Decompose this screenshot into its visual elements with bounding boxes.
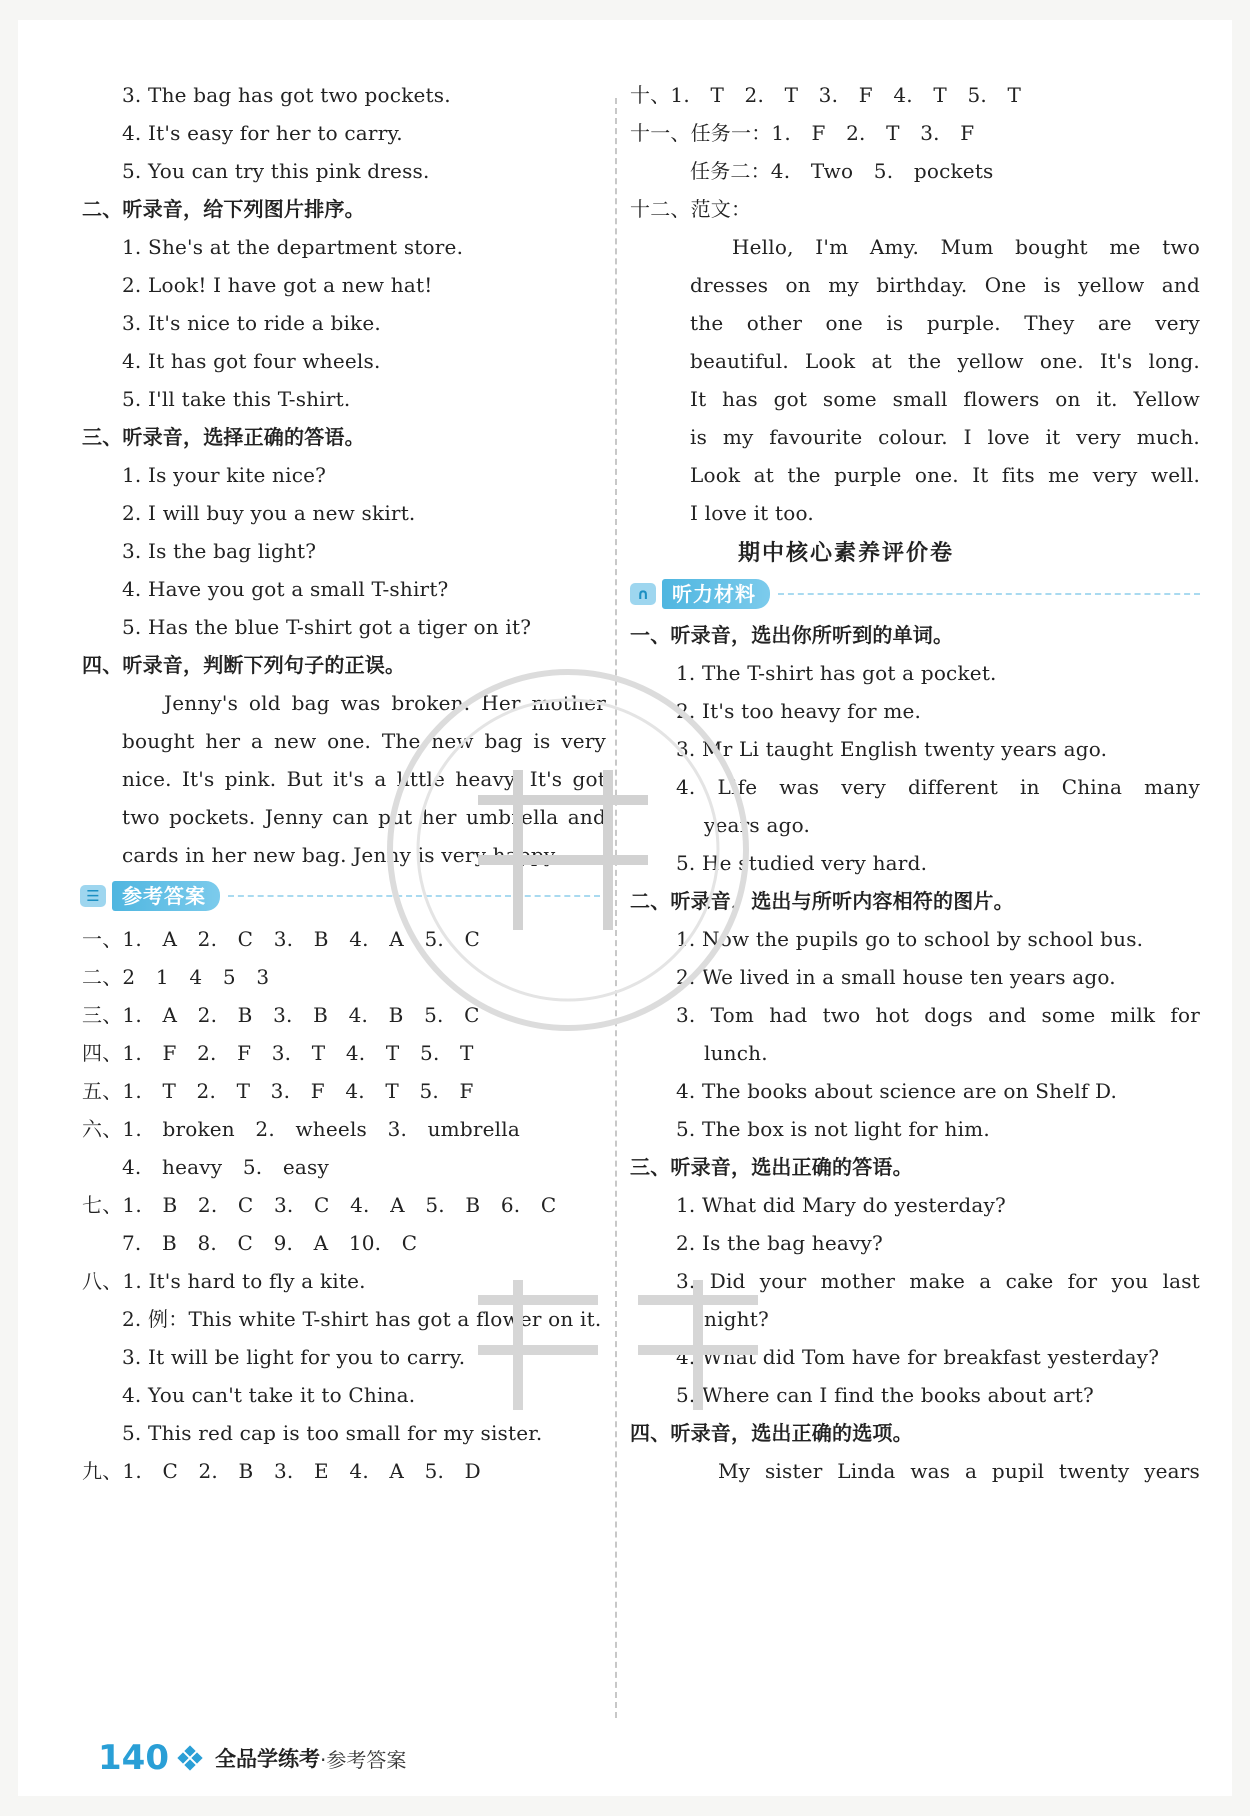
section-heading: 一、听录音，选出你所听到的单词。 xyxy=(630,623,954,647)
section-heading: 四、听录音，选出正确的选项。 xyxy=(630,1421,913,1445)
text-line: 4. What did Tom have for breakfast yesterday? xyxy=(676,1345,1160,1369)
answer-line: 一、1. A 2. C 3. B 4. A 5. C xyxy=(82,927,481,951)
banner-rule xyxy=(228,895,600,897)
text-line: 3. Is the bag light? xyxy=(122,539,317,563)
text-line: years ago. xyxy=(704,813,811,837)
answer-line: 3. It will be light for you to carry. xyxy=(122,1345,466,1369)
text-line: 5. Has the blue T-shirt got a tiger on it? xyxy=(122,615,532,639)
text-line: 2. Look! I have got a new hat! xyxy=(122,273,433,297)
list-icon: ☰ xyxy=(80,885,106,907)
paragraph-line: two pockets. Jenny can put her umbrella and xyxy=(122,805,606,829)
answer-line: 三、1. A 2. B 3. B 4. B 5. C xyxy=(82,1003,480,1027)
answer-line: 四、1. F 2. F 3. T 4. T 5. T xyxy=(82,1041,474,1065)
essay-line: I love it too. xyxy=(690,501,814,525)
text-line: 4. Have you got a small T-shirt? xyxy=(122,577,449,601)
answer-line: 4. heavy 5. easy xyxy=(122,1155,329,1179)
text-line: 5. The box is not light for him. xyxy=(676,1117,990,1141)
text-line: lunch. xyxy=(704,1041,768,1065)
answer-line: 7. B 8. C 9. A 10. C xyxy=(122,1231,418,1255)
answer-line: 六、1. broken 2. wheels 3. umbrella xyxy=(82,1117,520,1141)
section-heading: 二、听录音，选出与所听内容相符的图片。 xyxy=(630,889,1014,913)
diamond-icon xyxy=(179,1747,201,1769)
brand-subtitle: ·参考答案 xyxy=(319,1747,407,1772)
text-line: 1. The T-shirt has got a pocket. xyxy=(676,661,997,685)
essay-line: It has got some small flowers on it. Yellow xyxy=(690,387,1200,411)
essay-line: the other one is purple. They are very xyxy=(690,311,1200,335)
text-line: 1. She's at the department store. xyxy=(122,235,464,259)
text-line: 5. You can try this pink dress. xyxy=(122,159,430,183)
banner-rule xyxy=(778,593,1200,595)
answers-banner xyxy=(80,880,600,912)
page-footer xyxy=(98,1738,406,1778)
text-line: 2. Is the bag heavy? xyxy=(676,1231,883,1255)
page-number: 140 xyxy=(98,1738,169,1778)
answer-line: 4. You can't take it to China. xyxy=(122,1383,416,1407)
text-line: 3. Did your mother make a cake for you last xyxy=(676,1269,1200,1293)
text-line: 4. The books about science are on Shelf D. xyxy=(676,1079,1118,1103)
answer-line: 十一、任务一：1. F 2. T 3. F xyxy=(630,121,975,145)
answer-line: 十、1. T 2. T 3. F 4. T 5. T xyxy=(630,83,1022,107)
text-line: 2. We lived in a small house ten years ago. xyxy=(676,965,1116,989)
answer-line: 任务二：4. Two 5. pockets xyxy=(690,159,994,183)
section-heading: 三、听录音，选择正确的答语。 xyxy=(82,425,365,449)
text-line: 3. It's nice to ride a bike. xyxy=(122,311,381,335)
answer-page xyxy=(18,20,1232,1796)
answer-line: 2. 例：This white T-shirt has got a flower on it. xyxy=(122,1307,602,1331)
text-line: 5. I'll take this T-shirt. xyxy=(122,387,351,411)
text-line: 1. What did Mary do yesterday? xyxy=(676,1193,1006,1217)
paragraph-line: cards in her new bag. Jenny is very happy. xyxy=(122,843,560,867)
headphones-icon: ∩ xyxy=(630,583,656,605)
listening-banner xyxy=(630,578,1200,610)
paragraph-line: My sister Linda was a pupil twenty years xyxy=(718,1459,1200,1483)
text-line: 2. It's too heavy for me. xyxy=(676,699,922,723)
text-line: 2. I will buy you a new skirt. xyxy=(122,501,416,525)
answer-line: 二、2 1 4 5 3 xyxy=(82,965,270,989)
essay-line: Hello, I'm Amy. Mum bought me two xyxy=(732,235,1200,259)
answer-line: 八、1. It's hard to fly a kite. xyxy=(82,1269,366,1293)
paragraph-line: Jenny's old bag was broken. Her mother xyxy=(164,691,606,715)
answer-line: 五、1. T 2. T 3. F 4. T 5. F xyxy=(82,1079,474,1103)
text-line: 4. It has got four wheels. xyxy=(122,349,381,373)
section-heading: 四、听录音，判断下列句子的正误。 xyxy=(82,653,406,677)
text-line: night? xyxy=(704,1307,769,1331)
text-line: 3. Mr Li taught English twenty years ago. xyxy=(676,737,1108,761)
brand-name: 全品学练考 xyxy=(214,1747,320,1771)
section-heading: 二、听录音，给下列图片排序。 xyxy=(82,197,365,221)
banner-label: 参考答案 xyxy=(112,881,220,911)
text-line: 5. Where can I find the books about art? xyxy=(676,1383,1094,1407)
text-line: 1. Now the pupils go to school by school bus. xyxy=(676,927,1144,951)
essay-line: beautiful. Look at the yellow one. It's long. xyxy=(690,349,1200,373)
column-divider xyxy=(615,98,617,1718)
section-heading: 三、听录音，选出正确的答语。 xyxy=(630,1155,913,1179)
paragraph-line: nice. It's pink. But it's a little heavy. It's got xyxy=(122,767,606,791)
text-line: 1. Is your kite nice? xyxy=(122,463,327,487)
midterm-title: 期中核心素养评价卷 xyxy=(738,541,955,566)
essay-line: Look at the purple one. It fits me very well. xyxy=(690,463,1200,487)
text-line: 3. Tom had two hot dogs and some milk for xyxy=(676,1003,1200,1027)
essay-line: dresses on my birthday. One is yellow and xyxy=(690,273,1200,297)
banner-label: 听力材料 xyxy=(662,579,770,609)
paragraph-line: bought her a new one. The new bag is very xyxy=(122,729,606,753)
text-line: 4. Life was very different in China many xyxy=(676,775,1200,799)
text-line: 4. It's easy for her to carry. xyxy=(122,121,403,145)
answer-line: 5. This red cap is too small for my sister. xyxy=(122,1421,543,1445)
essay-line: is my favourite colour. I love it very much. xyxy=(690,425,1200,449)
text-line: 3. The bag has got two pockets. xyxy=(122,83,451,107)
answer-line: 十二、范文： xyxy=(630,197,752,221)
answer-line: 九、1. C 2. B 3. E 4. A 5. D xyxy=(82,1459,481,1483)
text-line: 5. He studied very hard. xyxy=(676,851,928,875)
answer-line: 七、1. B 2. C 3. C 4. A 5. B 6. C xyxy=(82,1193,557,1217)
